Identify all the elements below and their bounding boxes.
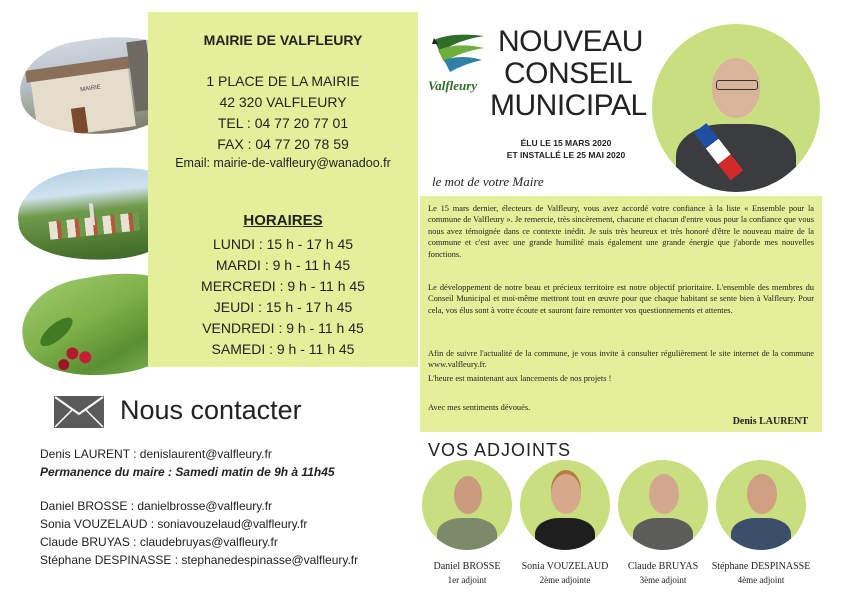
fax: FAX : 04 77 20 78 59 (217, 136, 349, 152)
logo-mark-icon (428, 28, 490, 78)
adjoint-role: 1er adjoint (447, 575, 487, 585)
adjoints-title: VOS ADJOINTS (428, 440, 572, 460)
mayor-permanence: Permanence du maire : Samedi matin de 9h à 11h45 (40, 465, 335, 479)
letter-paragraph: Avec mes sentiments dévoués. (428, 403, 531, 412)
cherry (78, 350, 92, 364)
deputy-contact[interactable]: Sonia VOUZELAUD : soniavouzelaud@valfleury.fr (40, 517, 308, 531)
elected-date: ÉLU LE 15 MARS 2020 (520, 138, 612, 148)
hours-row: MARDI : 9 h - 11 h 45 (215, 257, 351, 273)
hours-row: SAMEDI : 9 h - 11 h 45 (211, 341, 355, 357)
logo-town-name: Valfleury (428, 78, 478, 93)
mayor-glasses (716, 80, 758, 90)
leaf (36, 313, 77, 351)
letter-heading: le mot de votre Maire (432, 174, 544, 189)
installed-date: ET INSTALLÉ LE 25 MAI 2020 (506, 150, 626, 160)
town-hall-title: MAIRIE DE VALFLEURY (203, 32, 363, 48)
letter-paragraph: Afin de suivre l'actualité de la commune, je vous invite à consulter régulièrement le site internet de la commune www.valfleury.fr. (428, 349, 814, 370)
cherry (57, 358, 70, 371)
adjoint-body (535, 518, 595, 550)
adjoint-role: 2ème adjointe (539, 575, 591, 585)
headline-line-3: MUNICIPAL (490, 89, 647, 122)
headline-line-1: NOUVEAU (498, 25, 643, 58)
headline-line-2: CONSEIL (504, 57, 633, 90)
adjoint-name: Daniel BROSSE (433, 561, 501, 572)
adjoint-body (633, 518, 693, 550)
adjoint-head (747, 474, 777, 514)
adjoint-role: 3ème adjoint (639, 575, 687, 585)
adjoint-name: Claude BRUYAS (627, 561, 699, 572)
adjoint-head (649, 474, 679, 514)
adjoint-photo (520, 460, 610, 550)
letter-paragraph: Le 15 mars dernier, électeurs de Valfleury, vous avez accordé votre confiance à la liste « Ensemble pour la commune de Valfleury ». Je remercie, très sincèrement, chacune et chacun d'entre vous pour la confiance que vous nous avez témoignée dans ce contexte inédit. Je suis très heureux et très honoré d'être le nouveau maire de la commune et c'est avec une grande humilité mais également une grande énergie que j'aborde mes nouvelles fonctions. (428, 204, 814, 259)
adjoint-role: 4ème adjoint (737, 575, 785, 585)
mayor-portrait (652, 24, 820, 192)
letter-paragraph: Le développement de notre beau et précieux territoire est notre objectif prioritaire. L'ensemble des membres du Conseil Municipal et moi-même mettront tout en œuvre pour que chaque habitant se sente bien à Valfleury. Pour cela, vos élus sont à votre écoute et sauront faire remonter vos questionnements et attentes. (428, 283, 814, 315)
contact-title: Nous contacter (120, 395, 302, 425)
mayor-contact[interactable]: Denis LAURENT : denislaurent@valfleury.fr (40, 447, 272, 461)
adjoint-body (731, 518, 791, 550)
hours-row: MERCREDI : 9 h - 11 h 45 (201, 278, 365, 294)
email[interactable]: Email: mairie-de-valfleury@wanadoo.fr (175, 156, 391, 170)
adjoint-photo (716, 460, 806, 550)
letter-panel (420, 196, 822, 432)
hours-row: JEUDI : 15 h - 17 h 45 (213, 299, 353, 315)
hours-row: VENDREDI : 9 h - 11 h 45 (202, 320, 364, 336)
address-line-2: 42 320 VALFLEURY (219, 94, 347, 110)
adjoint-name: Stéphane DESPINASSE (711, 561, 811, 572)
mail-icon (54, 396, 104, 428)
address-line-1: 1 PLACE DE LA MAIRIE (206, 73, 360, 89)
building-sign: MAIRIE (79, 84, 102, 94)
letter-paragraph: L'heure est maintenant aux lancements de nos projets ! (428, 374, 612, 383)
adjoint-name: Sonia VOUZELAUD (521, 561, 609, 572)
adjoint-head (454, 476, 482, 514)
letter-signature: Denis LAURENT (732, 416, 808, 427)
phone: TEL : 04 77 20 77 01 (217, 115, 349, 131)
adjoint-photo (422, 460, 512, 550)
deputy-contact[interactable]: Claude BRUYAS : claudebruyas@valfleury.fr (40, 535, 278, 549)
deputy-contact[interactable]: Daniel BROSSE : danielbrosse@valfleury.fr (40, 499, 273, 513)
info-panel (148, 12, 418, 367)
hours-title: HORAIRES (243, 212, 323, 229)
hours-row: LUNDI : 15 h - 17 h 45 (212, 236, 354, 252)
adjoint-photo (618, 460, 708, 550)
cherry (65, 346, 79, 360)
adjoint-head (551, 474, 581, 514)
adjoint-body (437, 518, 497, 550)
valfleury-logo (428, 28, 490, 100)
deputy-contact[interactable]: Stéphane DESPINASSE : stephanedespinasse@valfleury.fr (40, 553, 359, 567)
